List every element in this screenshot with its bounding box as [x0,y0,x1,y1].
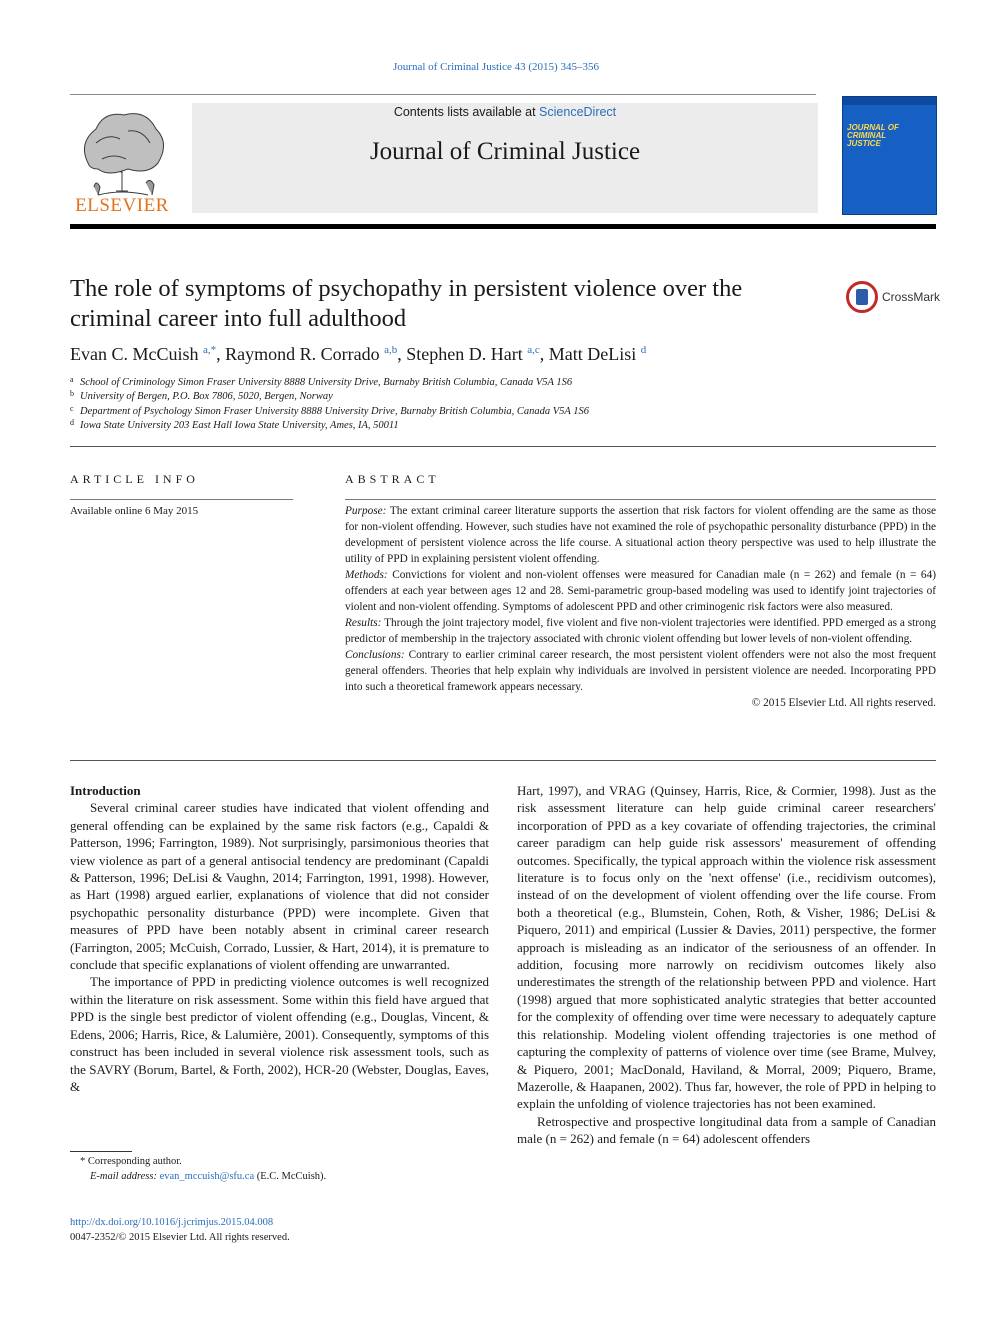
author-name: Stephen D. Hart [406,344,523,364]
journal-title: Journal of Criminal Justice [369,138,641,165]
doi-link[interactable]: http://dx.doi.org/10.1016/j.jcrimjus.2015.04.008 [70,1217,274,1228]
corresponding-author-note: * Corresponding author. [80,1156,182,1167]
email-line: E-mail address: evan_mccuish@sfu.ca (E.C. McCuish). [90,1170,327,1182]
body-paragraph: Hart, 1997), and VRAG (Quinsey, Harris, Rice, & Cormier, 1998). Just as the risk assessment literature can help guide criminal career researchers' incorporation of PPD as a key covariate of offending trajectories, the criminal career paradigm can help guide risk assessors' measurement of offending outcomes. Specifically, the typical approach within the violence risk assessment literature is to focus only on the 'next offense' (i.e., recidivism outcomes), instead of on the development of violent offending over the life course. From both a theoretical (e.g., Blumstein, Cohen, Roth, & Visher, 1986; DeLisi & Piquero, 2011) and empirical (Lussier & Davies, 2011) perspective, the former approach is misleading as an indicator of the seriousness of an offender. In addition, focusing more narrowly on recidivism outcomes likely also underestimates the strength of the relationship between PPD and violence. Hart (1998) argued that more sophisticated analytic strategies that better accounted for the complexity of offending over time were necessary to adequately capture this relationship. Modeling violent offending trajectories is one method of capturing the complexity of patterns of violence over time (see Brame, Mulvey, & Piquero, 2001; MacDonald, Haviland, & Morral, 2009; Piquero, Brame, Mazerolle, & Haapanen, 2002). Thus far, however, the role of PPD in helping to explain the unfolding of violence trajectories has not been examined. [517,783,936,1112]
abstract-results: Results: Through the joint trajectory model, five violent and five non-violent trajectories were identified. PPD emerged as a strong predictor of membership in the trajectory associated with chronic violent offending but lower levels of non-violent offending. [345,617,936,645]
body-paragraph: Several criminal career studies have indicated that violent offending and general offending can be explained by the same risk factors (e.g., Capaldi & Patterson, 1996; Farrington, 1989). Not surprisingly, parsimonious theories that view violence as part of a general antisocial tendency are predominant (Capaldi & Patterson, 1996; DeLisi & Vaughn, 2014; Farrington, 1991, 1998). However, as Hart (1998) argued earlier, explanations of violence that did not consider psychopathic personality disturbance (PPD) were incomplete. Given that measures of PPD have been notably absent in criminal career research (Farrington, 2005; McCuish, Corrado, Lussier, & Hart, 2014), it is premature to conclude that specific explanations of violent offending are unwarranted. [70,800,489,973]
issn-line: 0047-2352/© 2015 Elsevier Ltd. All rights reserved. [70,1231,290,1243]
contents-line [192,105,818,119]
author-sup[interactable]: d [640,344,647,356]
crossmark-label: CrossMark [882,290,941,304]
author-name: Raymond R. Corrado [225,344,380,364]
abstract-bottom-rule [70,760,936,761]
affiliation-rule [70,446,936,447]
article-title: The role of symptoms of psychopathy in persistent violence over the criminal career into full adulthood [70,275,743,332]
footnote-rule [70,1151,132,1152]
header-top-rule [70,94,816,95]
affiliation-row: b University of Bergen, P.O. Box 7806, 5020, Bergen, Norway [70,389,333,403]
introduction-heading: Introduction [70,783,141,798]
abstract-copyright: © 2015 Elsevier Ltd. All rights reserved. [751,697,936,709]
abstract-methods: Methods: Convictions for violent and non-violent offenses were measured for Canadian male (n = 262) and female (n = 64) offenders at each year between ages 12 and 28. Semi-parametric group-based modeling was used to identify joint trajectories of violent and non-violent offending. Symptoms of adolescent PPD and other criminogenic risk factors were also measured. [345,569,936,613]
cover-title: JOURNAL OF CRIMINAL JUSTICE [847,123,899,148]
body-paragraph: The importance of PPD in predicting violence outcomes is well recognized within the literature on risk assessment. Some within this field have argued that PPD is the single best predictor of violent offending (e.g., Douglas, Vincent, & Edens, 2006; Harris, Rice, & Lalumière, 2001). Consequently, symptoms of this construct has been included in several violence risk assessment tools, such as the SAVRY (Borum, Bartel, & Forth, 2002), HCR-20 (Webster, Douglas, Eaves, & [70,974,489,1094]
journal-cover-thumbnail[interactable] [842,96,937,215]
author-sup[interactable]: a,c [527,344,540,356]
body-column-left [70,782,489,1095]
footnote [70,1155,326,1184]
body-paragraph: Retrospective and prospective longitudinal data from a sample of Canadian male (n = 262) and female (n = 64) adolescent offenders [517,1113,936,1147]
article-info-heading: ARTICLE INFO [70,472,199,486]
author-name: Evan C. McCuish [70,344,199,364]
affiliation-row: d Iowa State University 203 East Hall Iowa State University, Ames, IA, 50011 [70,417,399,431]
abstract-conclusions: Conclusions: Contrary to earlier criminal career research, the most persistent violent offenders were not also the most frequent general offenders. Theories that help explain why individuals are involved in persistent violence are needed. Incorporating PPD into such a theoretical framework appears necessary. [345,649,936,693]
available-online: Available online 6 May 2015 [70,505,199,517]
crossmark-icon [846,281,878,313]
affiliations [70,376,589,433]
article-info-rule [70,499,293,500]
author-sup[interactable]: a,* [203,344,217,356]
affiliation-row: a School of Criminology Simon Fraser University 8888 University Drive, Burnaby British Columbia, Canada V5A 1S6 [70,375,573,388]
crossmark-badge[interactable] [846,281,946,315]
cover-top-band [843,97,936,105]
sciencedirect-link[interactable]: ScienceDirect [539,105,617,119]
author-name: Matt DeLisi [548,344,637,364]
abstract-rule [345,499,936,500]
email-link[interactable]: evan_mccuish@sfu.ca [159,1170,255,1182]
doi-block [70,1216,290,1245]
abstract-heading: ABSTRACT [345,472,440,486]
author-sup[interactable]: a,b [384,344,398,356]
abstract-body [345,503,936,711]
abstract-purpose: Purpose: The extant criminal career literature supports the assertion that risk factors for violent offending are the same as those for non-violent offending. However, such studies have not examined the role of psychopathic personality disturbance (PPD) in the development of persistent violence across the life course. A situational action theory perspective was used to help illustrate the utility of PPD in explaining persistent violent offending. [345,505,936,565]
journal-citation[interactable]: Journal of Criminal Justice 43 (2015) 345–356 [393,61,599,73]
author-list: Evan C. McCuish $^{a,*}$, Raymond R. Corrado $^{a,b}$, Stephen D. Hart $^{a,c}$, Matt DeLisi $^d$ [70,344,647,364]
elsevier-wordmark: ELSEVIER [75,195,169,216]
contents-prefix: Contents lists available at [393,105,540,119]
affiliation-row: c Department of Psychology Simon Fraser University 8888 University Drive, Burnaby British Columbia, Canada V5A 1S6 [70,403,589,417]
body-column-right [517,782,936,1148]
header-thick-rule [70,224,936,229]
